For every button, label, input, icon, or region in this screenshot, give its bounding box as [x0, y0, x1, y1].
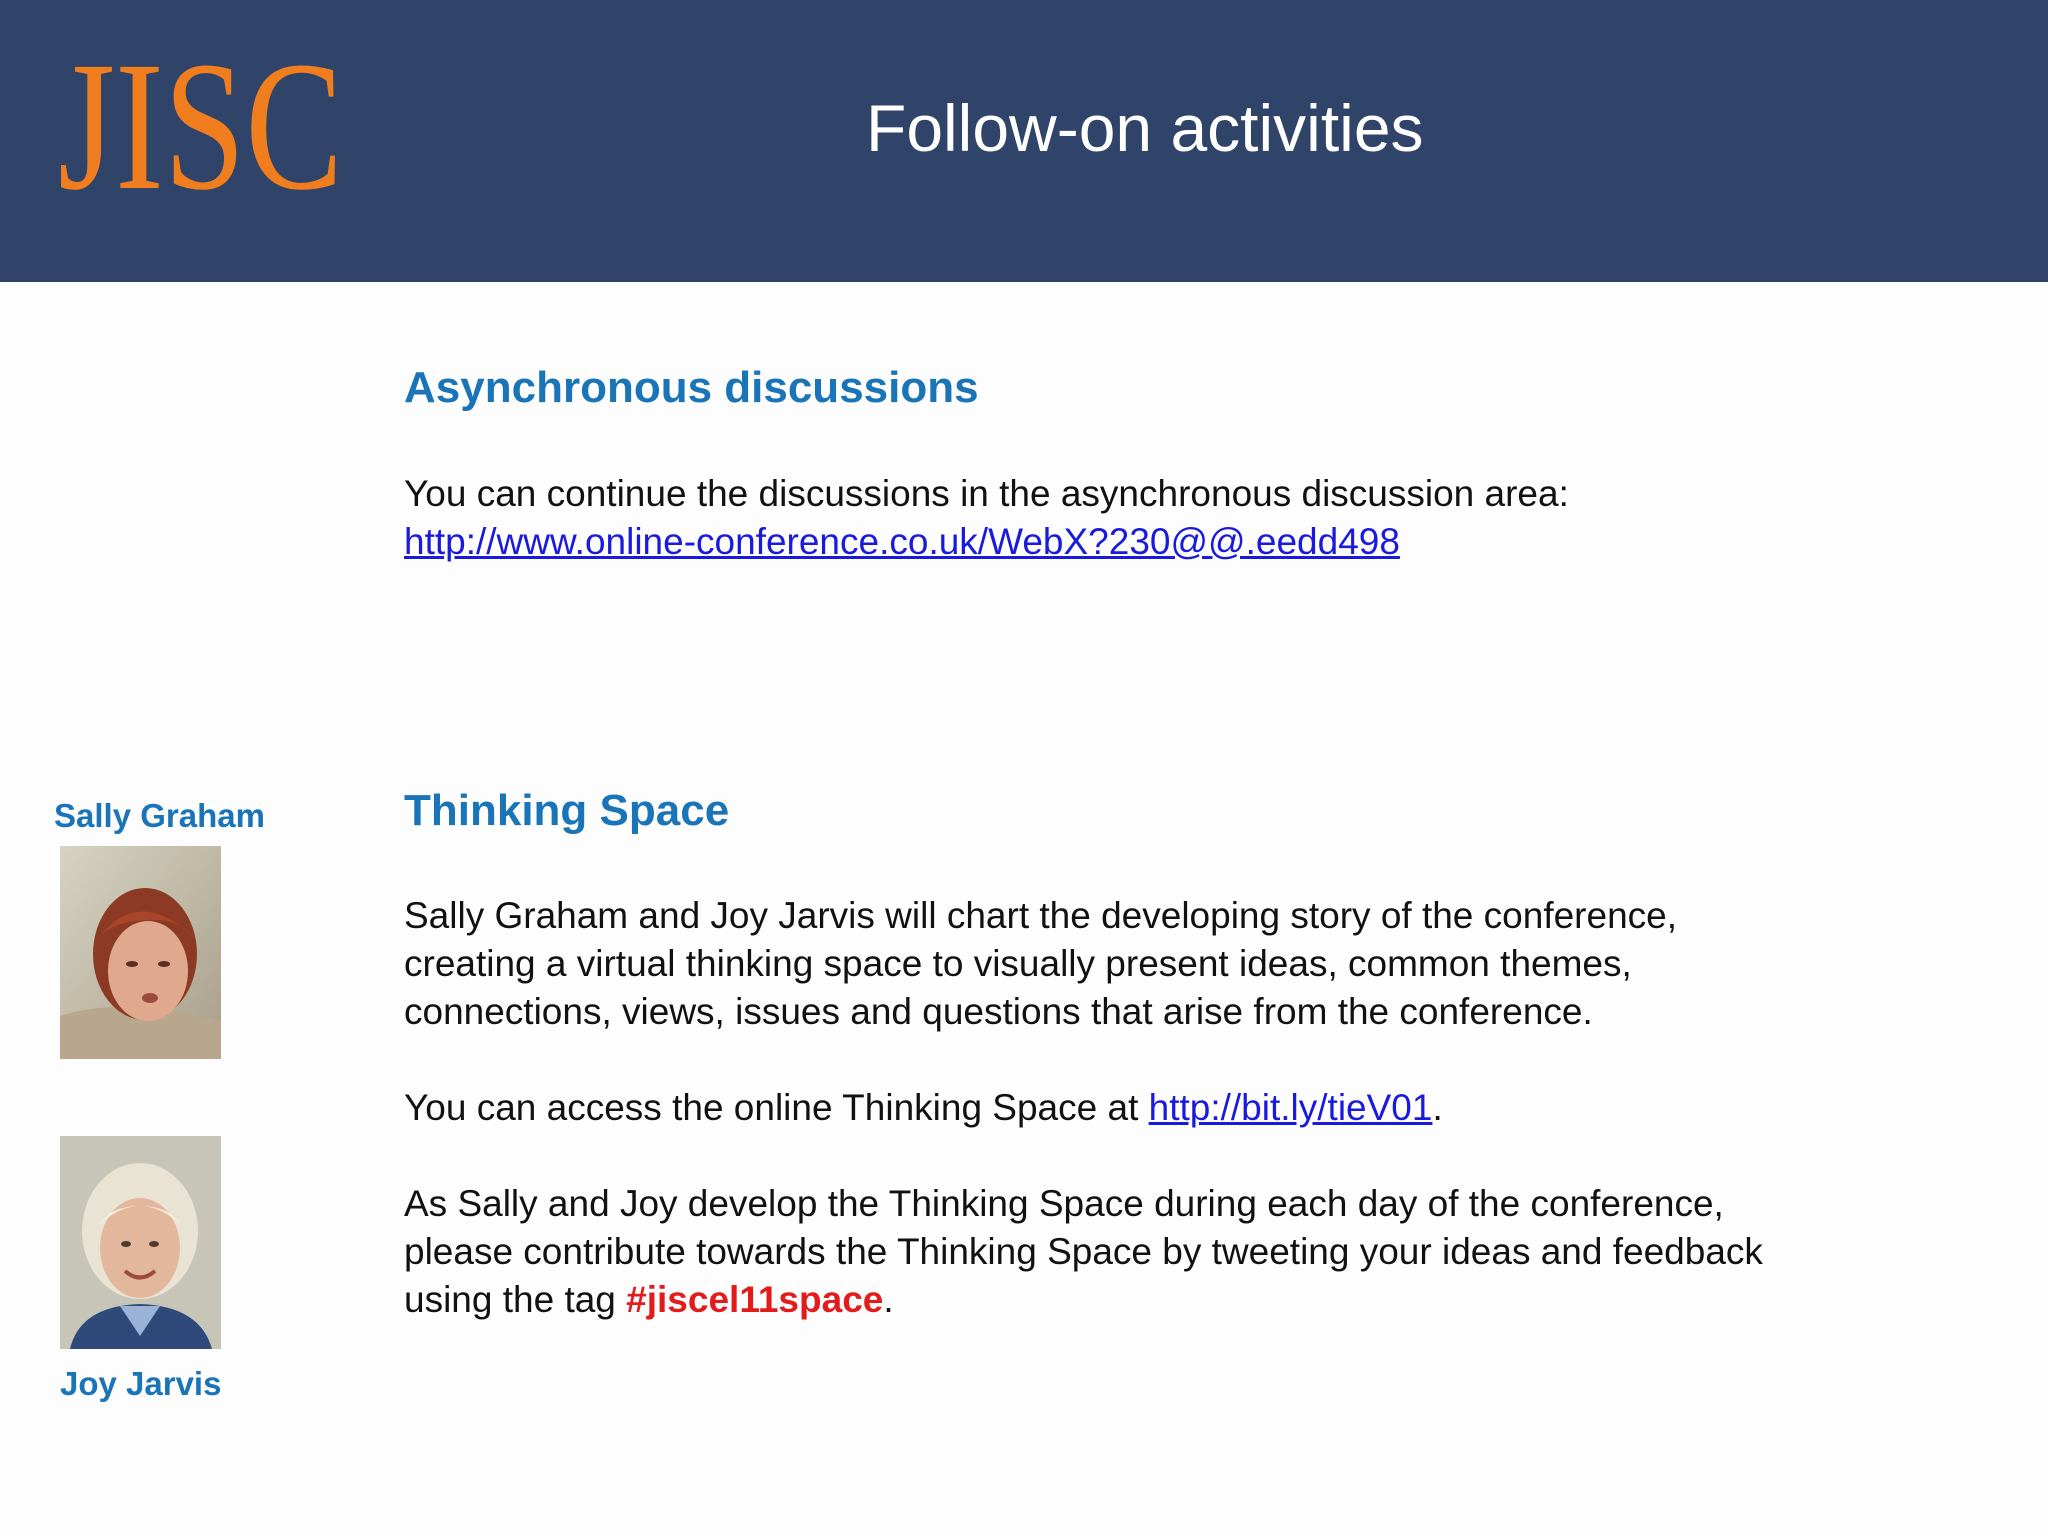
tag-prefix: using the tag	[404, 1279, 627, 1320]
thinking-space-link[interactable]: http://bit.ly/tieV01	[1148, 1087, 1433, 1128]
para3-line3	[404, 1276, 1763, 1324]
async-intro	[404, 470, 1569, 566]
para3-line2: please contribute towards the Thinking Space by tweeting your ideas and feedback	[404, 1231, 1763, 1272]
async-heading: Asynchronous discussions	[404, 363, 979, 412]
async-intro-text: You can continue the discussions in the asynchronous discussion area:	[404, 473, 1569, 514]
para1-line3: connections, views, issues and questions that arise from the conference.	[404, 991, 1593, 1032]
access-suffix: .	[1432, 1087, 1443, 1128]
hashtag: #jiscel11space	[626, 1279, 884, 1320]
para3-line1: As Sally and Joy develop the Thinking Space during each day of the conference,	[404, 1183, 1724, 1224]
svg-text:JISC: JISC	[58, 24, 343, 229]
sally-graham-photo	[60, 846, 221, 1059]
tag-suffix: .	[883, 1279, 894, 1320]
joy-jarvis-name: Joy Jarvis	[60, 1365, 222, 1402]
slide-title: Follow-on activities	[866, 91, 1424, 165]
thinking-space-para1	[404, 892, 1677, 1036]
thinking-space-access	[404, 1084, 1443, 1132]
jisc-logo	[58, 24, 348, 229]
thinking-space-heading: Thinking Space	[404, 786, 730, 835]
para1-line1: Sally Graham and Joy Jarvis will chart the developing story of the conference,	[404, 895, 1678, 936]
access-prefix: You can access the online Thinking Space at	[404, 1087, 1149, 1128]
slide-header	[0, 0, 2048, 282]
para1-line2: creating a virtual thinking space to visually present ideas, common themes,	[404, 943, 1632, 984]
sally-graham-name: Sally Graham	[54, 797, 265, 834]
joy-jarvis-photo	[60, 1136, 221, 1349]
async-discussion-link[interactable]: http://www.online-conference.co.uk/WebX?230@@.eedd498	[404, 521, 1400, 562]
thinking-space-para3	[404, 1180, 1763, 1324]
